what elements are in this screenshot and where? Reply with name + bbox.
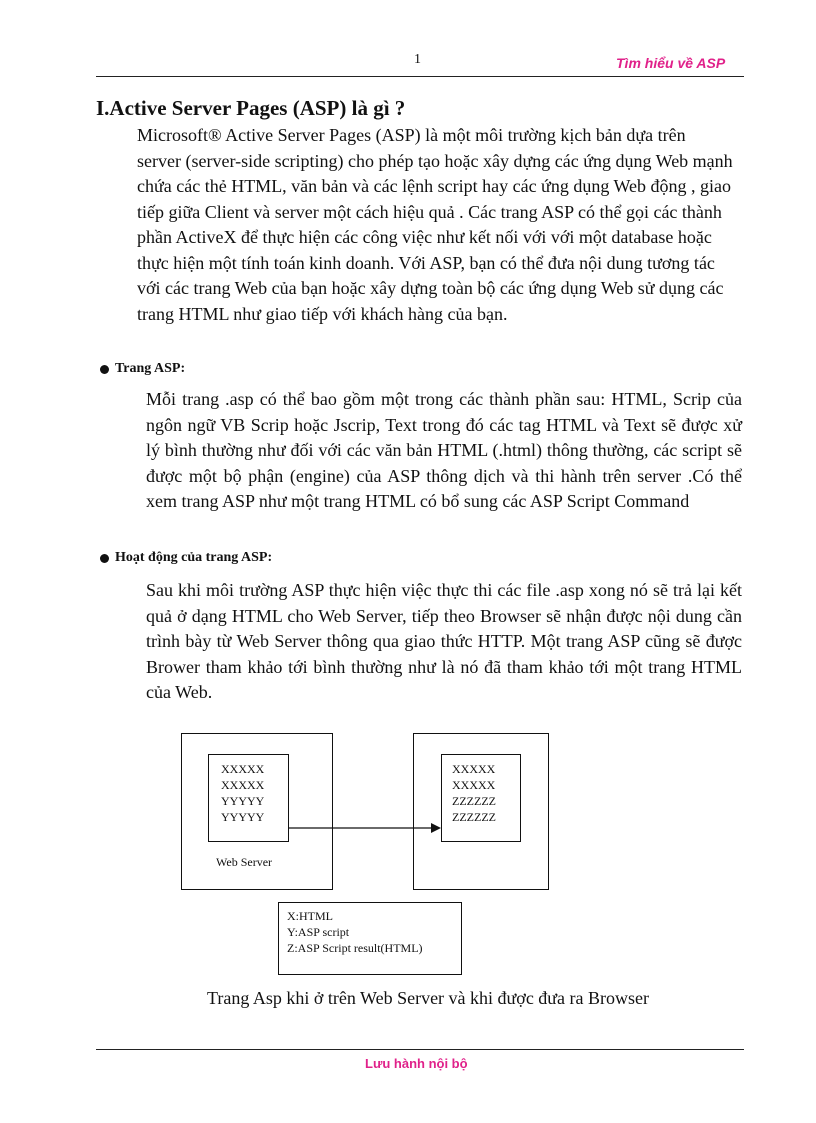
footer-text: Lưu hành nội bộ (365, 1056, 468, 1071)
running-header-title: Tìm hiểu về ASP (616, 55, 726, 71)
browser-code-line: XXXXX (452, 778, 496, 792)
page-number: 1 (414, 52, 421, 67)
bullet-dot-icon (100, 365, 109, 374)
browser-code-lines (452, 761, 496, 825)
legend-lines (287, 908, 423, 956)
server-code-line: YYYYY (221, 794, 265, 808)
server-code-lines (221, 761, 264, 825)
server-code-line: XXXXX (221, 778, 265, 792)
legend-line: Z:ASP Script result(HTML) (287, 941, 423, 955)
bullet-trang-asp (100, 361, 185, 377)
web-server-label: Web Server (216, 855, 273, 869)
browser-code-line: ZZZZZZ (452, 810, 496, 824)
server-code-line: XXXXX (221, 762, 265, 776)
section-heading: I.Active Server Pages (ASP) là gì ? (96, 96, 406, 120)
bullet-hoat-dong (100, 550, 272, 566)
trang-asp-paragraph: Mỗi trang .asp có thể bao gồm một trong các thành phần sau: HTML, Scrip của ngôn ngữ VB Scrip hoặc Jscrip, Text trong đó các tag HTML và Text sẽ được xử lý bình thường như đối với các văn bản HTML (.html) thông thường, các script sẽ được một bộ phận (engine) của ASP thông dịch và thi hành trên server .Có thể xem trang ASP như một trang HTML có bổ sung các ASP Script Command (146, 389, 742, 511)
legend-line: X:HTML (287, 909, 333, 923)
browser-code-line: XXXXX (452, 762, 496, 776)
diagram-caption: Trang Asp khi ở trên Web Server và khi được đưa ra Browser (207, 988, 650, 1008)
header-rule (96, 76, 744, 77)
bullet-dot-icon (100, 554, 109, 563)
intro-paragraph: Microsoft® Active Server Pages (ASP) là một môi trường kịch bản dựa trên server (server-side scripting) cho phép tạo hoặc xây dựng các ứng dụng Web mạnh chứa các thẻ HTML, văn bản và các lệnh script hay các ứng dụng Web động , giao tiếp giữa Client và server một cách hiệu quả . Các trang ASP có thể gọi các thành phần ActiveX để thực hiện các công việc như kết nối với với một database hoặc thực hiện một tính toán kinh doanh. Với ASP, bạn có thể đưa nội dung tương tác với các trang Web của bạn hoặc xây dựng toàn bộ các ứng dụng Web sử dụng các trang HTML như giao tiếp với khách hàng của bạn. (137, 125, 733, 324)
hoat-dong-paragraph: Sau khi môi trường ASP thực hiện việc thực thi các file .asp xong nó sẽ trả lại kết quả ở dạng HTML cho Web Server, tiếp theo Browser sẽ nhận được nội dung cần trình bày từ Web Server thông qua giao thức HTTP. Một trang ASP cũng sẽ được Brower tham khảo tới bình thường như là nó đã tham khảo tới một trang HTML của Web. (146, 580, 742, 702)
bullet-label-hoat-dong: Hoạt động của trang ASP: (115, 550, 273, 565)
bullet-label-trang-asp: Trang ASP: (115, 361, 186, 376)
legend-line: Y:ASP script (287, 925, 350, 939)
browser-code-line: ZZZZZZ (452, 794, 496, 808)
footer-rule (96, 1049, 744, 1050)
server-code-line: YYYYY (221, 810, 265, 824)
